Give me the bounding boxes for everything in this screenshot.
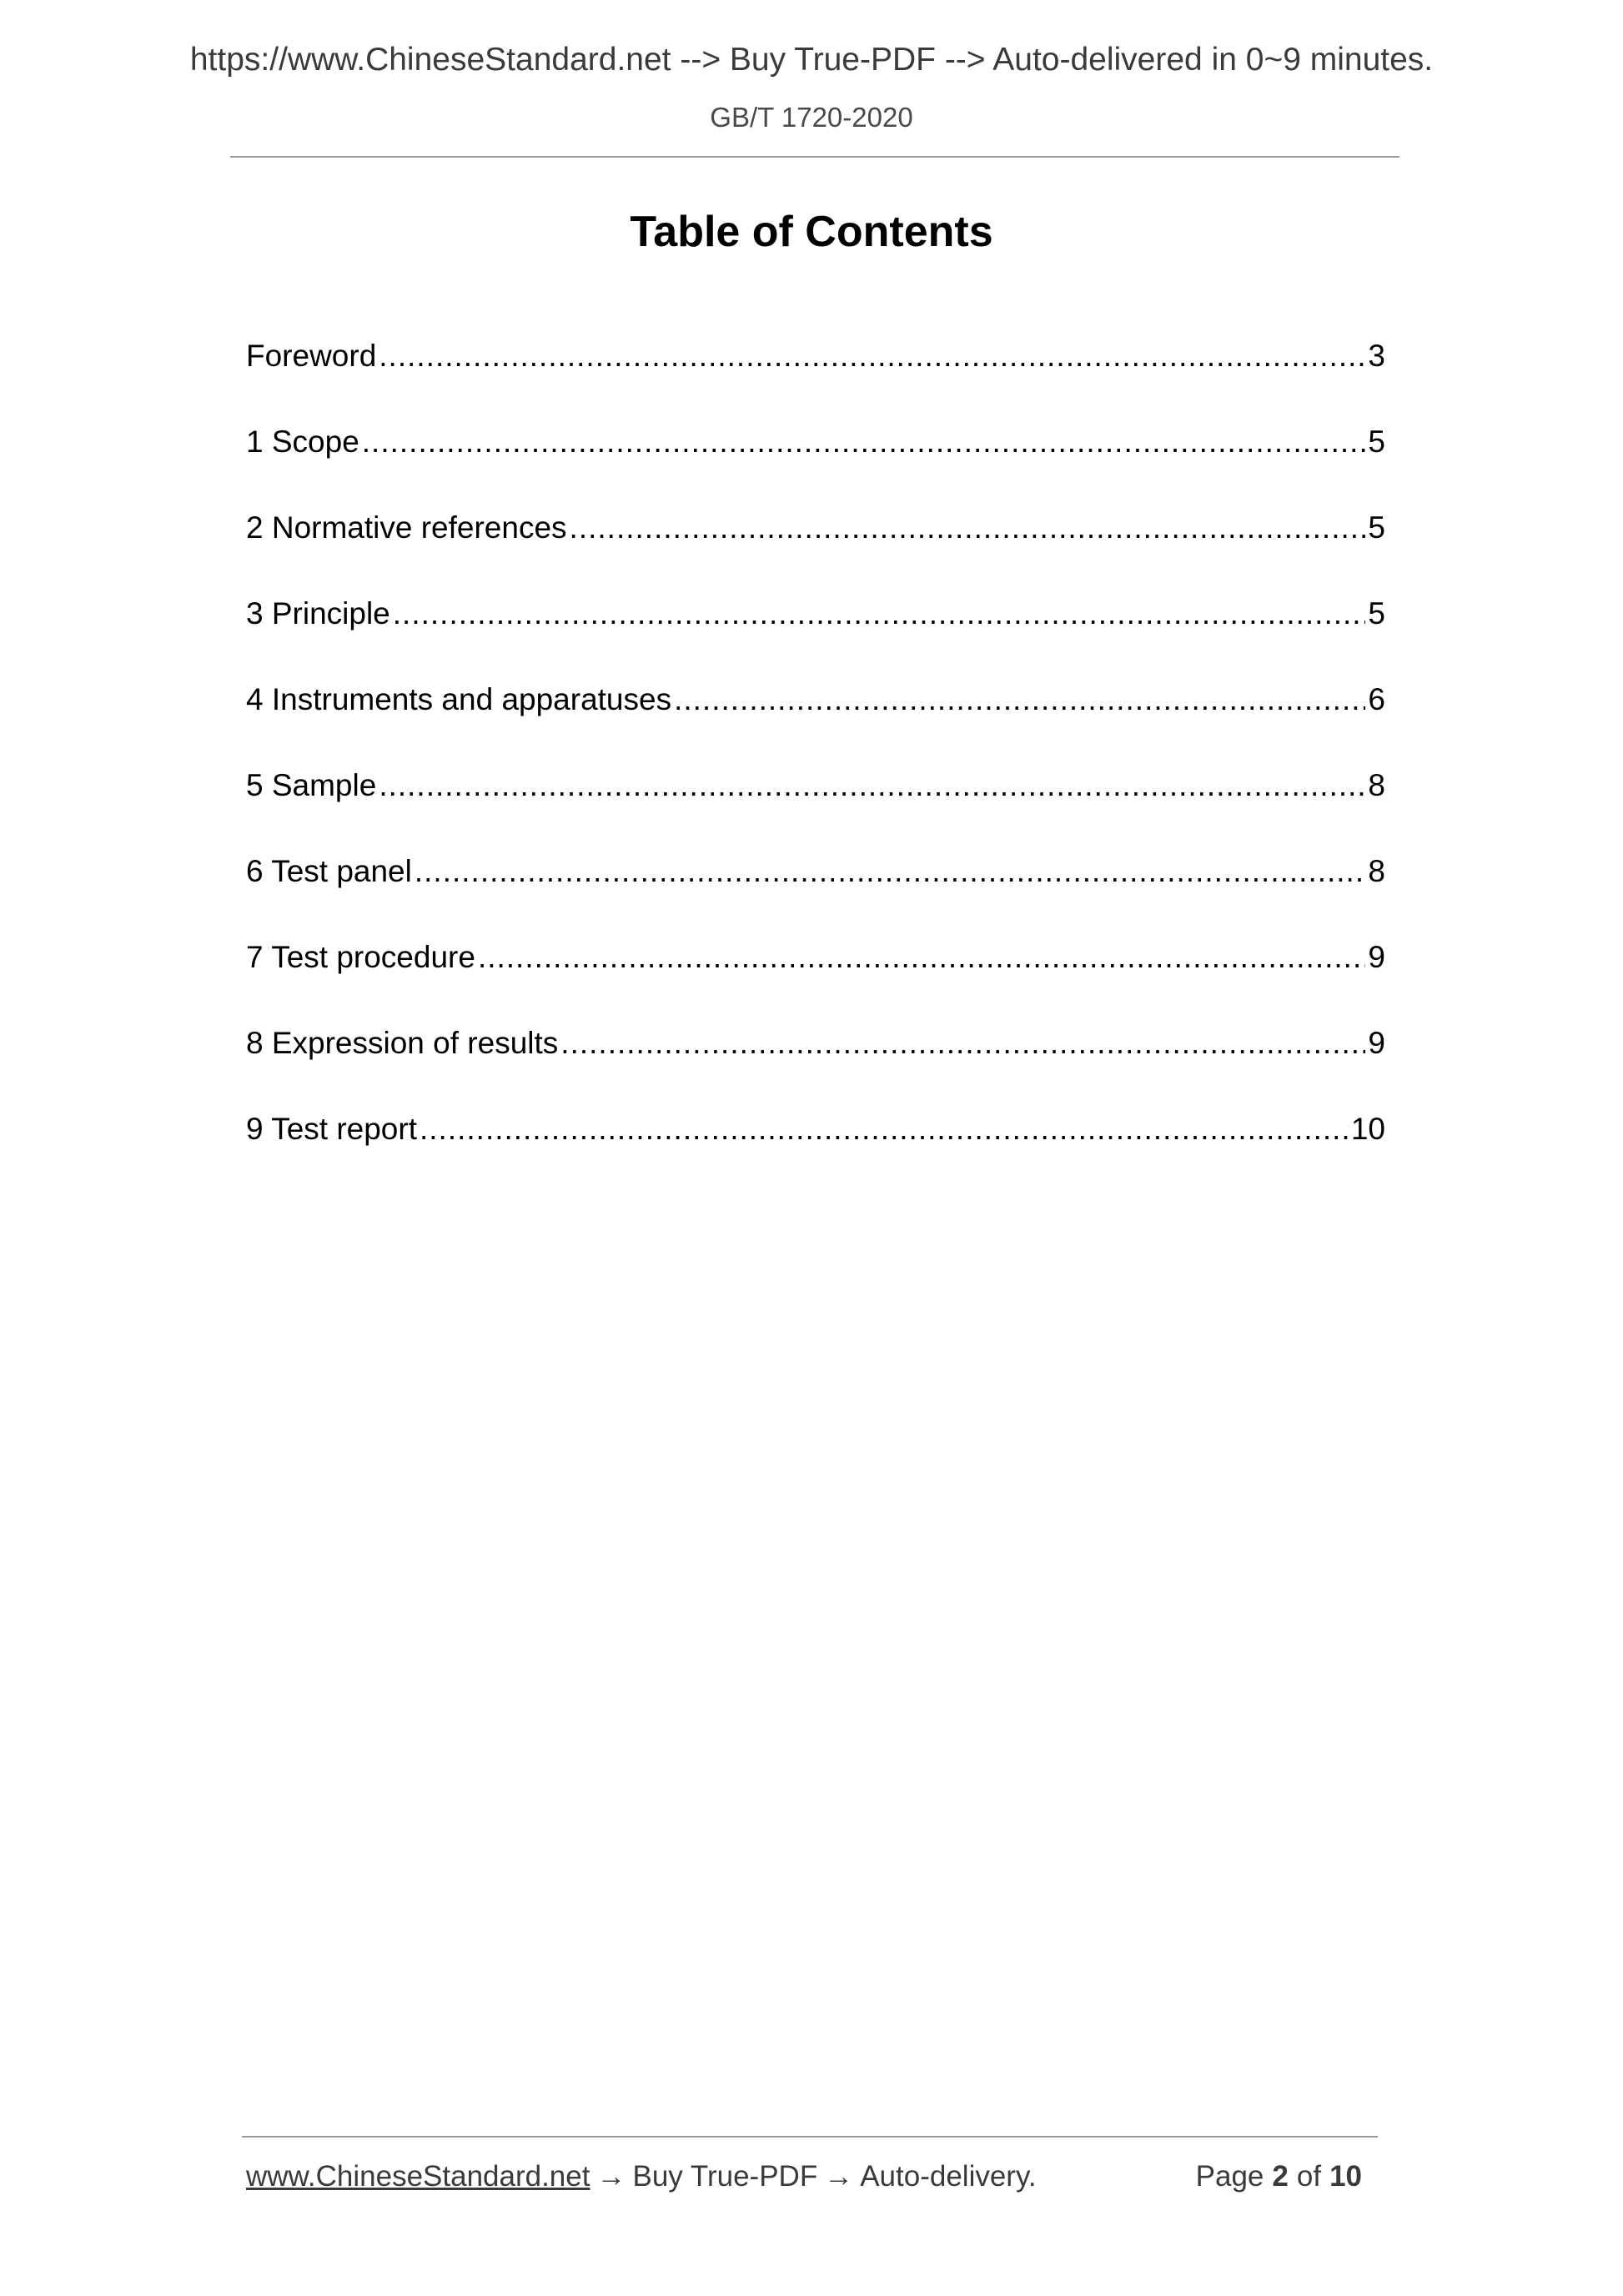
toc-entry-title: 5 Sample <box>246 768 377 802</box>
header-url-banner: https://www.ChineseStandard.net --> Buy True-PDF --> Auto-delivered in 0~9 minutes. <box>189 42 1434 78</box>
toc-dot-leader <box>478 942 1365 972</box>
toc-entry-sample[interactable] <box>246 770 1385 856</box>
footer-site-link[interactable]: www.ChineseStandard.net <box>246 2160 590 2193</box>
toc-dot-leader <box>379 340 1365 371</box>
toc-entry-title: 1 Scope <box>246 425 359 459</box>
toc-dot-leader <box>379 770 1365 801</box>
toc-dot-leader <box>674 684 1365 715</box>
footer-divider <box>242 2136 1378 2138</box>
document-number: GB/T 1720-2020 <box>710 102 913 133</box>
toc-entry-title: 4 Instruments and apparatuses <box>246 682 672 716</box>
toc-page-number: 5 <box>1368 510 1385 545</box>
toc-page-number: 10 <box>1350 1112 1385 1146</box>
toc-entry-title: 6 Test panel <box>246 854 412 888</box>
toc-page-number: 9 <box>1368 940 1385 974</box>
toc-entry-scope[interactable] <box>246 426 1385 512</box>
page-footer <box>246 2162 1378 2191</box>
toc-page-number: 9 <box>1368 1026 1385 1060</box>
total-page-count: 10 <box>1329 2160 1362 2193</box>
header-divider <box>230 156 1399 158</box>
toc-page-number: 8 <box>1368 768 1385 802</box>
toc-entry-title: 2 Normative references <box>246 510 567 545</box>
toc-entry-title: 8 Expression of results <box>246 1026 559 1060</box>
page-indicator <box>1196 2162 1370 2191</box>
table-of-contents <box>246 340 1385 1199</box>
footer-delivery-text: Auto-delivery. <box>860 2160 1037 2193</box>
toc-dot-leader <box>415 856 1366 887</box>
page-title: Table of Contents <box>630 208 993 256</box>
page-label: Page <box>1195 2160 1264 2193</box>
toc-entry-expression-of-results[interactable] <box>246 1027 1385 1113</box>
toc-entry-title: 9 Test report <box>246 1112 417 1146</box>
toc-entry-test-panel[interactable] <box>246 856 1385 942</box>
toc-entry-normative-references[interactable] <box>246 512 1385 598</box>
toc-dot-leader <box>362 426 1366 457</box>
toc-entry-title: 3 Principle <box>246 596 390 631</box>
toc-entry-test-procedure[interactable] <box>246 942 1385 1027</box>
toc-dot-leader <box>570 512 1366 543</box>
toc-page-number: 6 <box>1368 682 1385 716</box>
toc-page-number: 5 <box>1368 425 1385 459</box>
toc-dot-leader <box>420 1113 1349 1144</box>
toc-entry-principle[interactable] <box>246 598 1385 684</box>
toc-entry-title: 7 Test procedure <box>246 940 475 974</box>
current-page-number: 2 <box>1272 2160 1289 2193</box>
toc-page-number: 3 <box>1368 339 1385 373</box>
page-of-label: of <box>1296 2160 1322 2193</box>
toc-entry-instruments[interactable] <box>246 684 1385 770</box>
toc-page-number: 8 <box>1368 854 1385 888</box>
toc-entry-foreword[interactable] <box>246 340 1385 426</box>
toc-entry-title: Foreword <box>246 339 377 373</box>
arrow-right-icon: → <box>824 2160 854 2193</box>
footer-buy-text: Buy True-PDF <box>632 2160 818 2193</box>
toc-page-number: 5 <box>1368 596 1385 631</box>
toc-dot-leader <box>393 598 1366 629</box>
toc-dot-leader <box>560 1027 1365 1058</box>
toc-entry-test-report[interactable] <box>246 1113 1385 1199</box>
arrow-right-icon: → <box>596 2160 626 2193</box>
